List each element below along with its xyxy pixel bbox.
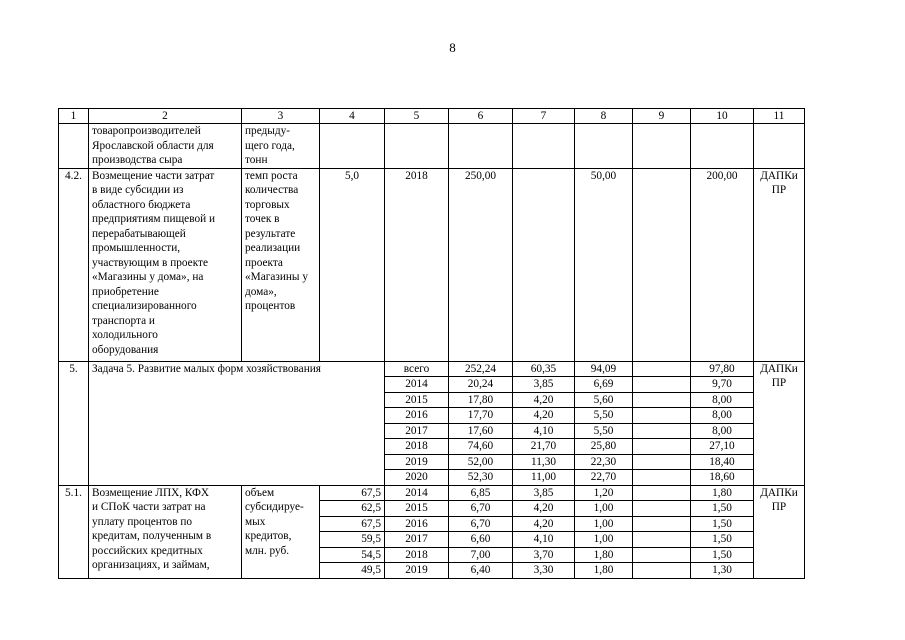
header-cell: 4 bbox=[320, 109, 385, 124]
indicator-value: 54,5 bbox=[320, 547, 385, 563]
local-cell bbox=[633, 485, 691, 501]
other-cell: 8,00 bbox=[691, 408, 754, 424]
year-cell: 2016 bbox=[385, 516, 449, 532]
indicator-value: 5,0 bbox=[320, 168, 385, 361]
measure-name: Возмещение части затрат в виде субсидии из областного бюджета предприятиям пищевой и перерабатывающей промышленности, участвующим в проекте «Магазины у дома», на приобретение специализированного транспорта и холодильного оборудования bbox=[89, 168, 242, 361]
regional-cell: 5,50 bbox=[575, 408, 633, 424]
indicator-value: 62,5 bbox=[320, 501, 385, 517]
local-cell bbox=[633, 392, 691, 408]
indicator-value: 59,5 bbox=[320, 532, 385, 548]
page-number: 8 bbox=[449, 40, 456, 55]
total-cell: 52,00 bbox=[449, 454, 513, 470]
other-cell: 1,50 bbox=[691, 516, 754, 532]
row-number: 5.1. bbox=[59, 485, 89, 578]
header-cell: 7 bbox=[513, 109, 575, 124]
regional-cell: 1,20 bbox=[575, 485, 633, 501]
table-cell bbox=[754, 124, 805, 169]
year-cell: 2019 bbox=[385, 563, 449, 579]
total-cell: 17,70 bbox=[449, 408, 513, 424]
year-cell: 2019 bbox=[385, 454, 449, 470]
other-cell: 1,30 bbox=[691, 563, 754, 579]
row-number: 5. bbox=[59, 361, 89, 485]
regional-cell: 22,70 bbox=[575, 470, 633, 486]
federal-cell: 3,85 bbox=[513, 485, 575, 501]
other-cell: 1,50 bbox=[691, 501, 754, 517]
federal-cell: 11,30 bbox=[513, 454, 575, 470]
regional-cell: 5,50 bbox=[575, 423, 633, 439]
column-numbers-row bbox=[59, 109, 805, 124]
executor-cell: ДАПКи ПР bbox=[754, 361, 805, 485]
regional-cell: 22,30 bbox=[575, 454, 633, 470]
header-cell: 1 bbox=[59, 109, 89, 124]
total-cell: 6,70 bbox=[449, 516, 513, 532]
regional-cell: 6,69 bbox=[575, 377, 633, 393]
measure-name: Возмещение ЛПХ, КФХ и СПоК части затрат на уплату процентов по кредитам, полученным в российских кредитных организациях, и займам, bbox=[89, 485, 242, 578]
total-cell: 20,24 bbox=[449, 377, 513, 393]
federal-cell: 4,10 bbox=[513, 423, 575, 439]
federal-cell bbox=[513, 168, 575, 361]
indicator-name: объем субсидируе- мых кредитов, млн. руб. bbox=[242, 485, 320, 578]
indicator-value: 49,5 bbox=[320, 563, 385, 579]
header-cell: 11 bbox=[754, 109, 805, 124]
local-cell bbox=[633, 439, 691, 455]
federal-cell: 4,20 bbox=[513, 392, 575, 408]
local-cell bbox=[633, 563, 691, 579]
year-cell: 2017 bbox=[385, 532, 449, 548]
total-cell: 250,00 bbox=[449, 168, 513, 361]
year-cell: 2017 bbox=[385, 423, 449, 439]
indicator-value: 67,5 bbox=[320, 516, 385, 532]
federal-cell: 11,00 bbox=[513, 470, 575, 486]
task-title: Задача 5. Развитие малых форм хозяйствования bbox=[89, 361, 385, 485]
executor-cell: ДАПКи ПР bbox=[754, 168, 805, 361]
header-cell: 10 bbox=[691, 109, 754, 124]
total-cell: 6,70 bbox=[449, 501, 513, 517]
total-cell: 74,60 bbox=[449, 439, 513, 455]
table-cell bbox=[385, 124, 449, 169]
local-cell bbox=[633, 516, 691, 532]
local-cell bbox=[633, 454, 691, 470]
executor-cell: ДАПКи ПР bbox=[754, 485, 805, 578]
regional-cell: 1,00 bbox=[575, 516, 633, 532]
total-cell: 252,24 bbox=[449, 361, 513, 377]
measure-row-4-2 bbox=[59, 168, 805, 361]
total-cell: 6,60 bbox=[449, 532, 513, 548]
table-cell bbox=[513, 124, 575, 169]
total-cell: 52,30 bbox=[449, 470, 513, 486]
measure-row-5-1 bbox=[59, 485, 805, 501]
other-cell: 1,80 bbox=[691, 485, 754, 501]
header-cell: 5 bbox=[385, 109, 449, 124]
regional-cell: 1,00 bbox=[575, 532, 633, 548]
other-cell: 8,00 bbox=[691, 392, 754, 408]
local-cell bbox=[633, 532, 691, 548]
table-cell bbox=[59, 124, 89, 169]
regional-cell: 25,80 bbox=[575, 439, 633, 455]
table-cell bbox=[575, 124, 633, 169]
local-cell bbox=[633, 470, 691, 486]
task5-row bbox=[59, 361, 805, 377]
table-cell bbox=[320, 124, 385, 169]
year-cell: 2015 bbox=[385, 392, 449, 408]
local-cell bbox=[633, 547, 691, 563]
total-cell: 6,85 bbox=[449, 485, 513, 501]
header-cell: 6 bbox=[449, 109, 513, 124]
year-cell: 2018 bbox=[385, 168, 449, 361]
federal-cell: 4,20 bbox=[513, 501, 575, 517]
year-cell: 2016 bbox=[385, 408, 449, 424]
year-cell: всего bbox=[385, 361, 449, 377]
year-cell: 2014 bbox=[385, 377, 449, 393]
federal-cell: 3,30 bbox=[513, 563, 575, 579]
indicator-value: 67,5 bbox=[320, 485, 385, 501]
header-cell: 8 bbox=[575, 109, 633, 124]
other-cell: 18,40 bbox=[691, 454, 754, 470]
continuation-row bbox=[59, 124, 805, 169]
indicator-name: темп роста количества торговых точек в результате реализации проекта «Магазины у дома», процентов bbox=[242, 168, 320, 361]
other-cell: 18,60 bbox=[691, 470, 754, 486]
other-cell: 200,00 bbox=[691, 168, 754, 361]
header-cell: 3 bbox=[242, 109, 320, 124]
table-cell bbox=[691, 124, 754, 169]
row-number: 4.2. bbox=[59, 168, 89, 361]
other-cell: 27,10 bbox=[691, 439, 754, 455]
total-cell: 7,00 bbox=[449, 547, 513, 563]
year-cell: 2020 bbox=[385, 470, 449, 486]
local-cell bbox=[633, 501, 691, 517]
year-cell: 2015 bbox=[385, 501, 449, 517]
header-cell: 2 bbox=[89, 109, 242, 124]
regional-cell: 1,00 bbox=[575, 501, 633, 517]
local-cell bbox=[633, 408, 691, 424]
other-cell: 9,70 bbox=[691, 377, 754, 393]
table-cell bbox=[633, 124, 691, 169]
federal-cell: 3,70 bbox=[513, 547, 575, 563]
total-cell: 6,40 bbox=[449, 563, 513, 579]
federal-cell: 4,10 bbox=[513, 532, 575, 548]
local-cell bbox=[633, 168, 691, 361]
regional-cell: 94,09 bbox=[575, 361, 633, 377]
regional-cell: 1,80 bbox=[575, 547, 633, 563]
federal-cell: 4,20 bbox=[513, 408, 575, 424]
federal-cell: 21,70 bbox=[513, 439, 575, 455]
regional-cell: 1,80 bbox=[575, 563, 633, 579]
indicator-continued: предыду- щего года, тонн bbox=[242, 124, 320, 169]
total-cell: 17,60 bbox=[449, 423, 513, 439]
federal-cell: 3,85 bbox=[513, 377, 575, 393]
local-cell bbox=[633, 361, 691, 377]
header-cell: 9 bbox=[633, 109, 691, 124]
other-cell: 1,50 bbox=[691, 532, 754, 548]
other-cell: 1,50 bbox=[691, 547, 754, 563]
year-cell: 2018 bbox=[385, 439, 449, 455]
regional-cell: 5,60 bbox=[575, 392, 633, 408]
local-cell bbox=[633, 423, 691, 439]
table-cell bbox=[449, 124, 513, 169]
program-table bbox=[58, 108, 805, 579]
total-cell: 17,80 bbox=[449, 392, 513, 408]
local-cell bbox=[633, 377, 691, 393]
other-cell: 8,00 bbox=[691, 423, 754, 439]
regional-cell: 50,00 bbox=[575, 168, 633, 361]
year-cell: 2014 bbox=[385, 485, 449, 501]
year-cell: 2018 bbox=[385, 547, 449, 563]
federal-cell: 4,20 bbox=[513, 516, 575, 532]
federal-cell: 60,35 bbox=[513, 361, 575, 377]
measure-name-continued: товаропроизводителей Ярославской области для производства сыра bbox=[89, 124, 242, 169]
other-cell: 97,80 bbox=[691, 361, 754, 377]
